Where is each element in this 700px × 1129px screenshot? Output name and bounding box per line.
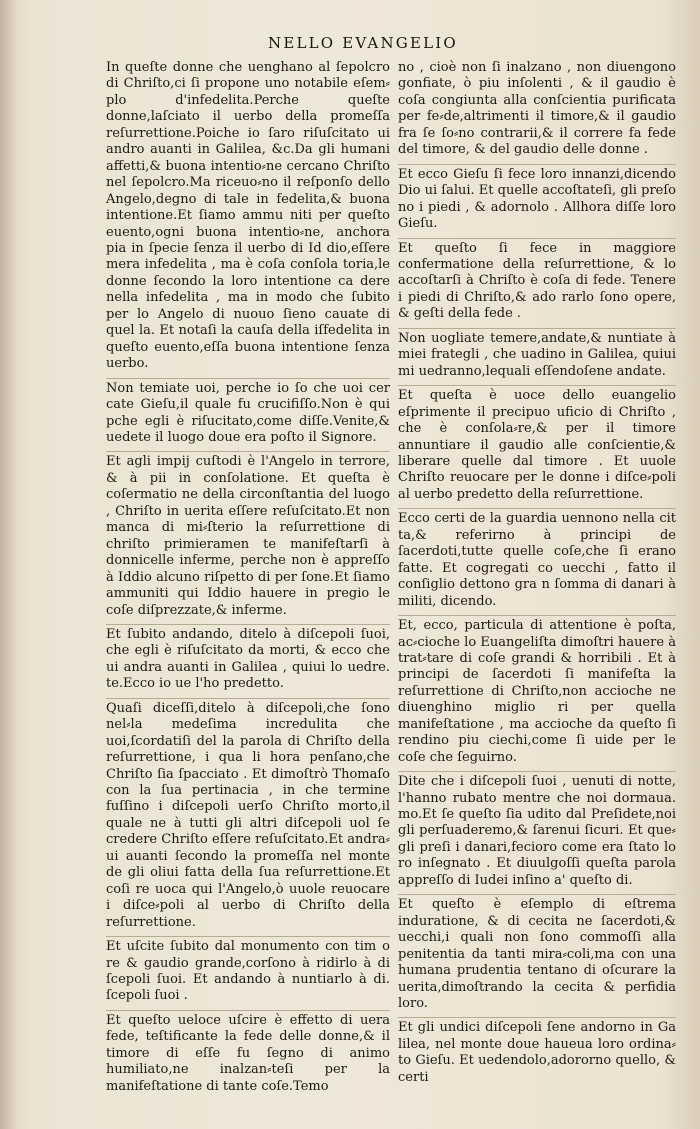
paragraph: Et ſubito andando, ditelo à diſcepoli ſuoi, che egli è riſuſcitato da morti, & ecco che ui andra auanti in Galilea , quiui lo uedre. te.Ecco io ue l'ho predetto.: [106, 624, 390, 693]
right-column: [398, 60, 676, 1091]
running-head: NELLO EVANGELIO: [268, 34, 458, 52]
paragraph: Non temiate uoi, perche io ſo che uoi cer cate Gieſu,il quale fu crucifiſſo.Non è qui pche egli è riſucitato,come diſſe.Venite,& uedete il luogo doue era poſto il Signore.: [106, 378, 390, 447]
paragraph: Non uogliate temere,andate,& nuntiate à miei frategli , che uadino in Galilea, quiui mi uedranno,lequali eſſendoſene andate.: [398, 328, 676, 380]
paragraph: In queſte donne che uenghano al ſepolcro di Chriſto,ci ſi propone uno notabile eſem⸗plo d'infedelita.Perche queſte donne,laſciato il uerbo della promeſſa reſurrettione.Poiche io ſaro riſuſcitato ui andro auanti in Galilea, &c.Da gli humani affetti,& buona intentio⸗ne cercano Chriſto nel ſepolcro.Ma riceuo⸗no il reſponſo dello Angelo,degno di tale in fedelita,& buona intentione.Et ſiamo ammu niti per queſto euento,ogni buona intentio⸗ne, anchora pia in ſpecie ſenza il uerbo di Id dio,eſſere mera infedelita , ma è coſa conſola toria,le donne ſecondo la loro intentione ca dere nella infedelita , ma in modo che ſubito per lo Angelo di nuouo ſieno cauate di quel la. Et notaſi la cauſa della iſfedelita in queſto euento,eſſa buona intentione ſenza uerbo.: [106, 60, 390, 372]
paragraph: Et, ecco, particula di attentione è poſta, ac⸗cioche lo Euangeliſta dimoſtri hauere à trat⸗tare di coſe grandi & horribili . Et à principi de ſacerdoti ſi manifeſta la reſurrettione di Chriſto,non accioche ne diuenghino miglio ri per quella manifeſtatione , ma accioche da queſto ſi rendino piu ciechi,come ſi uide per le coſe che ſeguirno.: [398, 615, 676, 766]
paragraph: Et queſto ſi fece in maggiore confermatione della reſurrettione, & lo accoſtarſi à Chriſto è coſa di fede. Tenere i piedi di Chriſto,& ado rarlo ſono opere, & geſti della fede .: [398, 238, 676, 323]
page-gutter-shadow: [0, 0, 18, 1129]
paragraph: Dite che i diſcepoli ſuoi , uenuti di notte, l'hanno rubato mentre che noi dormaua. mo.Et ſe queſto ſia udito dal Preſidete,noi gli perſuaderemo,& ſarenui ſicuri. Et que⸗gli preſi i danari,fecioro come era ſtato lo ro inſegnato . Et diuulgoſſi queſta parola appreſſo di Iudei inſino a' queſto di.: [398, 771, 676, 889]
paragraph: Ecco certi de la guardia uennono nella cit ta,& referirno à principi de ſacerdoti,tutte quelle coſe,che ſi erano fatte. Et cogregati co uecchi , fatto il conſiglio dettono gra n ſomma di danari à militi, dicendo.: [398, 508, 676, 610]
paragraph: Et gli undici diſcepoli ſene andorno in Ga lilea, nel monte doue haueua loro ordina⸗to Gieſu. Et uedendolo,adororno quello, & certi: [398, 1017, 676, 1086]
paragraph: Et ecco Gieſu ſi fece loro innanzi,dicendo Dio ui ſalui. Et quelle accoſtateſi, gli preſo no i piedi , & adornolo . Allhora diſſe loro Gieſu.: [398, 164, 676, 233]
paragraph: Et queſta è uoce dello euangelio eſprimente il precipuo uficio di Chriſto , che è conſola⸗re,& per il timore annuntiare il gaudio alle conſcientie,& liberare quelle dal timore . Et uuole Chriſto reuocare per le donne i diſce⸗poli al uerbo predetto della reſurrettione.: [398, 385, 676, 503]
page-header: [0, 30, 700, 56]
left-column: [106, 60, 390, 1100]
paragraph: Quaſi diceſſi,ditelo à diſcepoli,che ſono nel⸗la medeſima incredulita che uoi,ſcordatiſi del la parola di Chriſto della reſurrettione, i qua li hora penſano,che Chriſto ſia ſpacciato . Et dimoſtrò Thomaſo con la ſua pertinacia , in che termine fuſſino i diſcepoli uerſo Chriſto morto,il quale ne à tutti gli altri diſcepoli uol ſe credere Chriſto eſſere reſuſcitato.Et andra⸗ui auanti ſecondo la promeſſa nel monte de gli oliui fatta della ſua reſurrettione.Et coſi re uoca qui l'Angelo,ò uuole reuocare i diſce⸗poli al uerbo di Chriſto della reſurrettione.: [106, 698, 390, 931]
paragraph: Et queſto ueloce uſcire è effetto di uera fede, teſtificante la fede delle donne,& il timore di eſſe fu ſegno di animo humiliato,ne inalzan⸗teſi per la manifeſtatione di tante coſe.Temo: [106, 1010, 390, 1095]
paragraph: no , cioè non ſi inalzano , non diuengono gonfiate, ò piu inſolenti , & il gaudio è coſa congiunta alla conſcientia purificata per fe⸗de,altrimenti il timore,& il gaudio fra ſe ſo⸗no contrarii,& il correre fa fede del timore, & del gaudio delle donne .: [398, 60, 676, 158]
paragraph: Et queſto è eſemplo di eſtrema induratione, & di cecita ne ſacerdoti,& uecchi,i quali non ſono commoſſi alla penitentia da tanti mira⸗coli,ma con una humana prudentia tentano di oſcurare la uerita,dimoſtrando la cecita & perfidia loro.: [398, 894, 676, 1012]
paragraph: Et uſcite ſubito dal monumento con tim o re & gaudio grande,corſono à ridirlo à di ſcepoli ſuoi. Et andando à nuntiarlo à di. ſcepoli ſuoi .: [106, 936, 390, 1005]
paragraph: Et agli impij cuſtodi è l'Angelo in terrore, & à pii in conſolatione. Et queſta è coſermatio ne della circonſtantia del luogo , Chriſto in uerita eſſere reſuſcitato.Et non manca di mi⸗ſterio la reſurrettione di chriſto primieramen te manifeſtarſi à donnicelle inferme, perche non è appreſſo à Iddio alcuno riſpetto di per ſone.Et ſiamo ammuniti qui Iddio hauere in pregio le coſe diſprezzate,& inferme.: [106, 451, 390, 619]
